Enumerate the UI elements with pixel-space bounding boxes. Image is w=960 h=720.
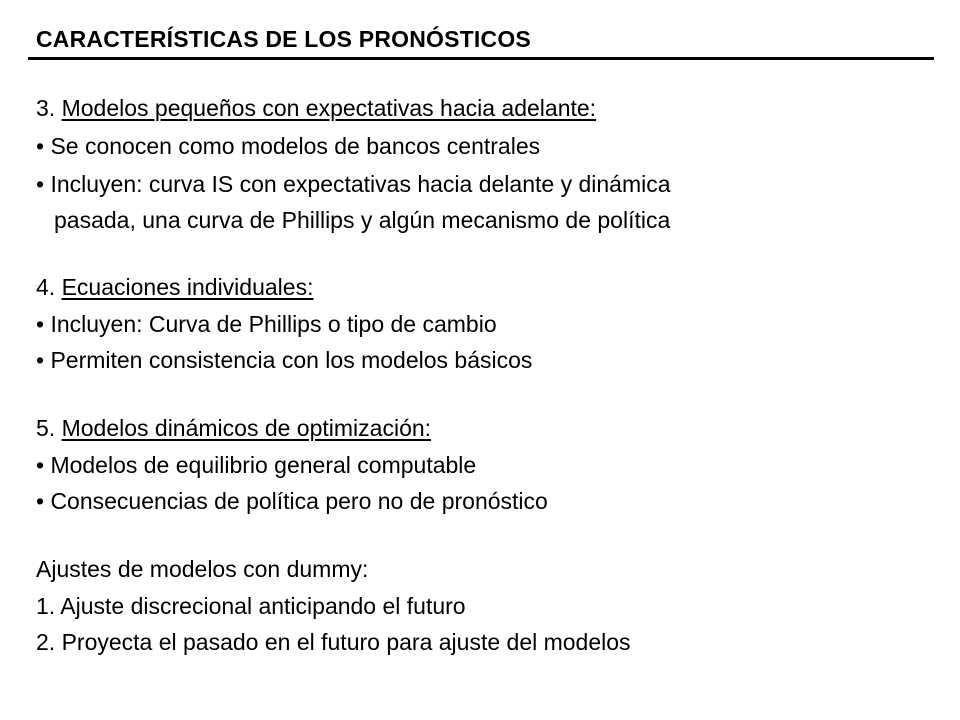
section-4-title: Ecuaciones individuales:: [61, 274, 314, 300]
section-4-bullet-2: • Permiten consistencia con los modelos básicos: [36, 347, 533, 373]
adjustment-item-1: 1. Ajuste discrecional anticipando el futuro: [36, 593, 466, 619]
section-5-number: 5.: [36, 415, 56, 441]
adjustment-item-2: 2. Proyecta el pasado en el futuro para ajuste del modelos: [36, 629, 631, 655]
slide-title: CARACTERÍSTICAS DE LOS PRONÓSTICOS: [36, 26, 531, 52]
section-5-heading: [36, 414, 431, 442]
section-4-bullet-1: • Incluyen: Curva de Phillips o tipo de cambio: [36, 311, 497, 337]
section-3-bullet-2-continued: pasada, una curva de Phillips y algún mecanismo de política: [54, 207, 671, 233]
section-5-title: Modelos dinámicos de optimización:: [61, 415, 432, 441]
section-5-bullet-2: • Consecuencias de política pero no de pronóstico: [36, 488, 548, 514]
section-3-number: 3.: [36, 95, 56, 121]
adjustments-heading: Ajustes de modelos con dummy:: [36, 556, 369, 582]
section-3-title: Modelos pequeños con expectativas hacia adelante:: [61, 95, 597, 121]
section-3-heading: [36, 94, 596, 122]
section-4-heading: [36, 273, 313, 301]
section-5-bullet-1: • Modelos de equilibrio general computable: [36, 452, 477, 478]
title-underline: [28, 57, 934, 60]
section-3-bullet-2: • Incluyen: curva IS con expectativas hacia delante y dinámica: [36, 171, 671, 197]
section-4-number: 4.: [36, 274, 56, 300]
section-3-bullet-1: • Se conocen como modelos de bancos centrales: [36, 133, 541, 159]
